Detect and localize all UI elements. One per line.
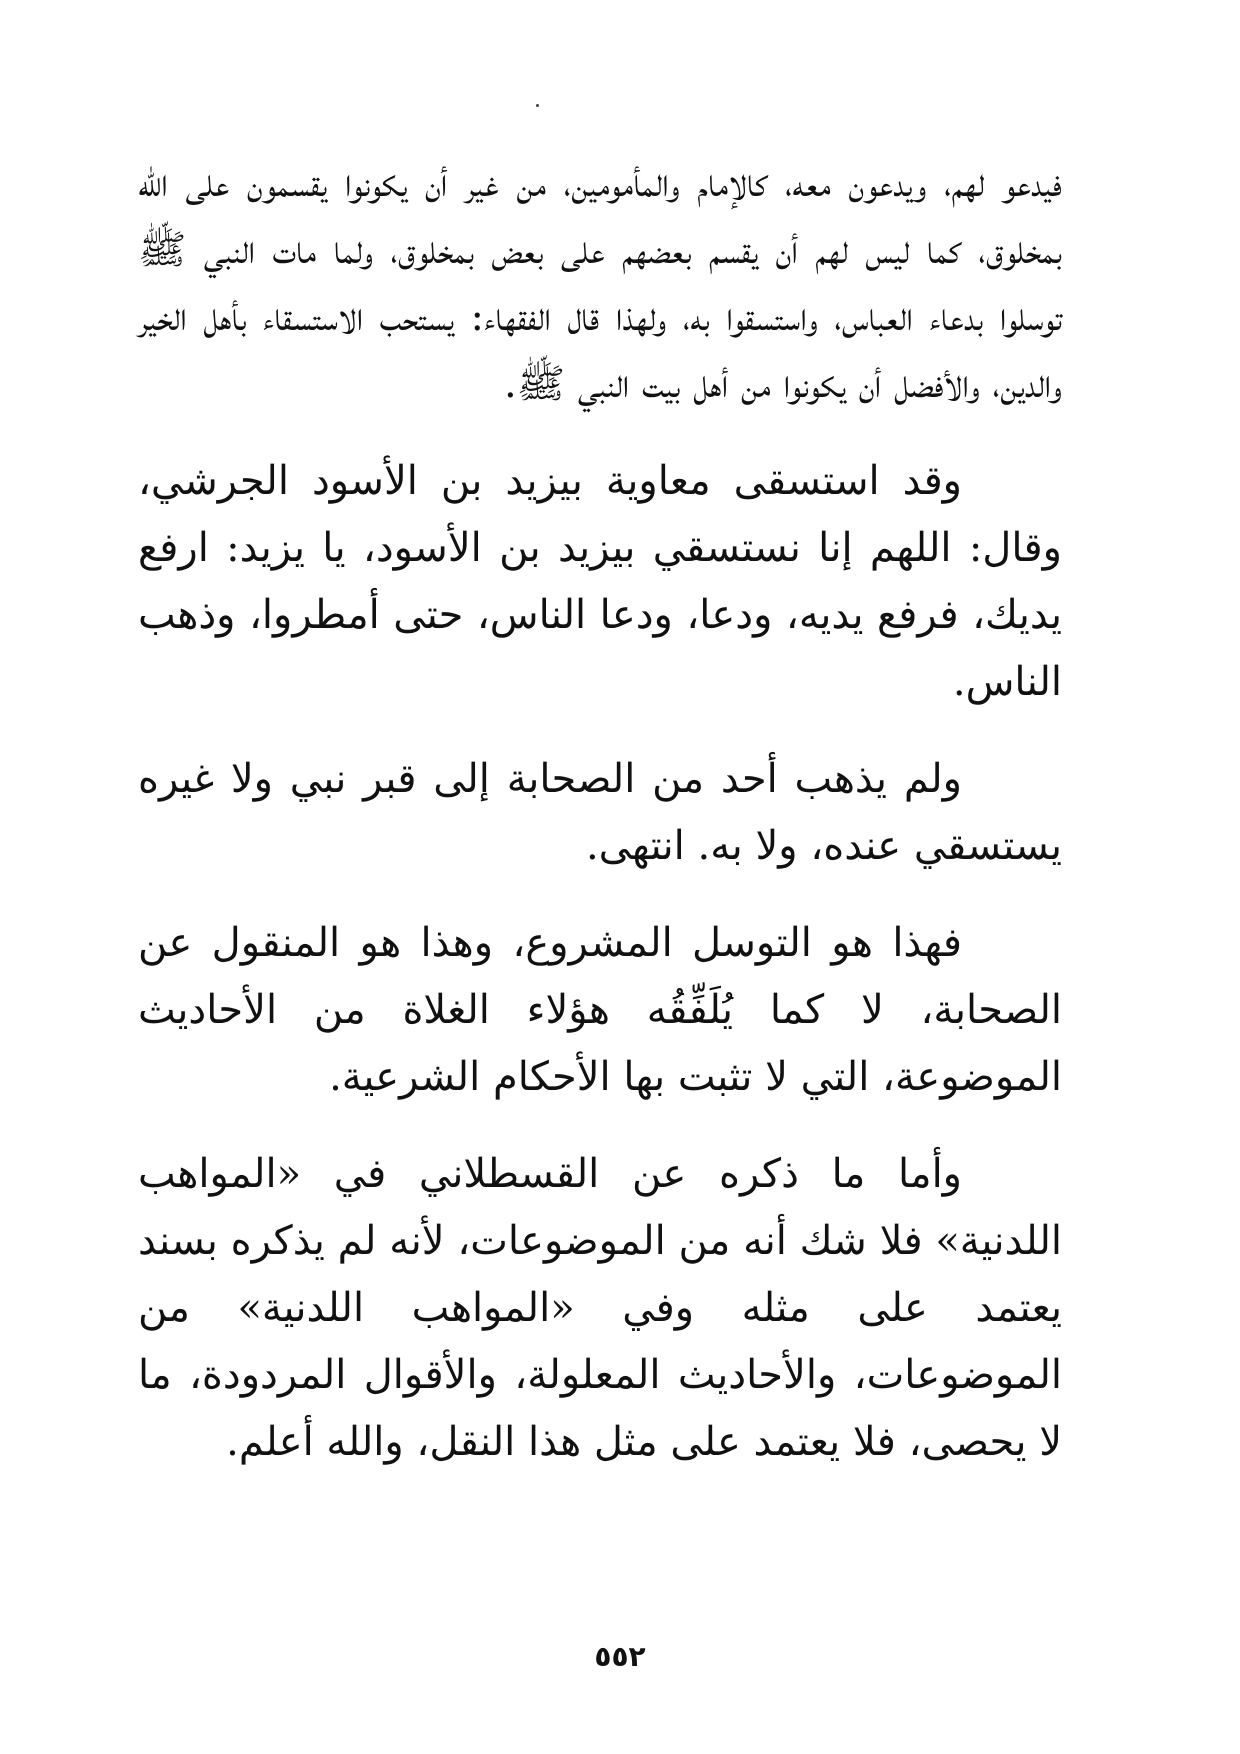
paragraph-3: ولم يذهب أحد من الصحابة إلى قبر نبي ولا غيره يستسقي عنده، ولا به. انتهى.: [138, 756, 1062, 869]
paragraph-1: فيدعو لهم، ويدعون معه، كالإمام والمأمومين، من غير أن يكونوا يقسمون على الله بمخلوق، كما ليس لهم أن يقسم بعضهم على بعض بمخلوق، ولما مات النبي ﷺ توسلوا بدعاء العباس، واستسقوا به، ولهذا قال الفقهاء: يستحب الاستسقاء بأهل الخير والدين، والأفضل أن يكونوا من أهل بيت النبي ﷺ.: [138, 160, 1062, 407]
page-number: ٥٥٢: [594, 1640, 646, 1673]
paragraph-5: وأما ما ذكره عن القسطلاني في «المواهب اللدنية» فلا شك أنه من الموضوعات، لأنه لم يذكره بسند يعتمد على مثله وفي «المواهب اللدنية» من الموضوعات، والأحاديث المعلولة، والأقوال المردودة، ما لا يحصى، فلا يعتمد على مثل هذا النقل، والله أعلم.: [138, 1151, 1062, 1465]
print-speck: [536, 104, 539, 107]
paragraph-2: وقد استسقى معاوية بيزيد بن الأسود الجرشي، وقال: اللهم إنا نستسقي بيزيد بن الأسود، يا يزيد: ارفع يديك، فرفع يديه، ودعا، ودعا الناس، حتى أمطروا، وذهب الناس.: [138, 458, 1062, 705]
body-text: [138, 150, 1062, 1476]
paragraph-4: فهذا هو التوسل المشروع، وهذا هو المنقول عن الصحابة، لا كما يُلَفِّقُه هؤلاء الغلاة من الأحاديث الموضوعة، التي لا تثبت بها الأحكام الشرعية.: [138, 920, 1062, 1100]
